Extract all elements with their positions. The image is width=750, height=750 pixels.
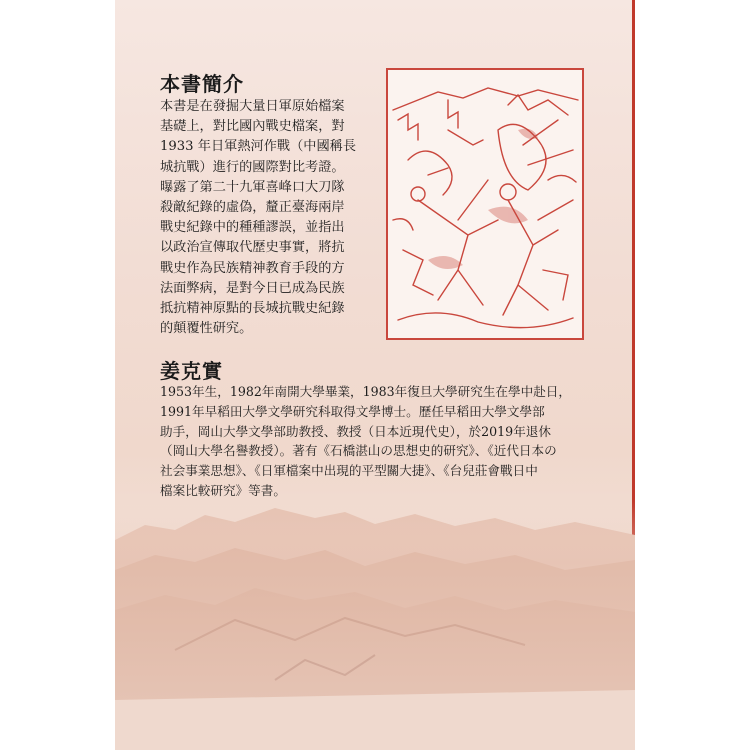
author-bio-line: 1953年生，1982年南開大學畢業，1983年復旦大學研究生在學中赴日， <box>160 384 571 399</box>
battle-illustration <box>386 68 584 340</box>
author-bio-line: 助手，岡山大學文學部助教授、教授（日本近現代史），於2019年退休 <box>160 423 551 439</box>
intro-line: 1933 年日軍熱河作戰（中國稱長 <box>160 139 357 155</box>
intro-line: 戰史紀錄中的種種謬誤，並指出 <box>160 220 345 236</box>
author-bio-line: 社会事業思想》、《日軍檔案中出現的平型關大捷》、《台兒莊會戰日中 <box>160 463 538 479</box>
intro-line: 戰史作為民族精神教育手段的方 <box>160 260 345 276</box>
author-heading: 姜克實 <box>160 359 223 383</box>
intro-line: 法面弊病，是對今日已成為民族 <box>160 280 345 296</box>
intro-line: 殺敵紀錄的虛偽，釐正臺海兩岸 <box>160 200 345 216</box>
author-bio-line: 1991年早稻田大學文學研究科取得文學博士。歷任早稻田大學文學部 <box>160 403 545 419</box>
intro-line: 城抗戰）進行的國際對比考證。 <box>160 159 345 175</box>
intro-line: 以政治宣傳取代歷史事實，將抗 <box>160 240 345 256</box>
intro-line: 抵抗精神原點的長城抗戰史紀錄 <box>160 301 345 317</box>
author-bio-line: （岡山大學名譽教授）。著有《石橋湛山の思想史的研究》、《近代日本の <box>160 443 557 459</box>
author-bio-line: 檔案比較研究》等書。 <box>160 482 286 498</box>
great-wall-landscape-photo <box>115 500 635 750</box>
author-bio <box>160 382 600 501</box>
intro-line: 曝露了第二十九軍喜峰口大刀隊 <box>160 179 345 195</box>
intro-line: 本書是在發掘大量日軍原始檔案 <box>160 99 345 114</box>
intro-heading: 本書簡介 <box>160 72 244 96</box>
intro-line: 基礎上，對比國內戰史檔案，對 <box>160 119 345 135</box>
intro-line: 的顛覆性研究。 <box>160 321 253 337</box>
intro-paragraph <box>160 97 382 339</box>
